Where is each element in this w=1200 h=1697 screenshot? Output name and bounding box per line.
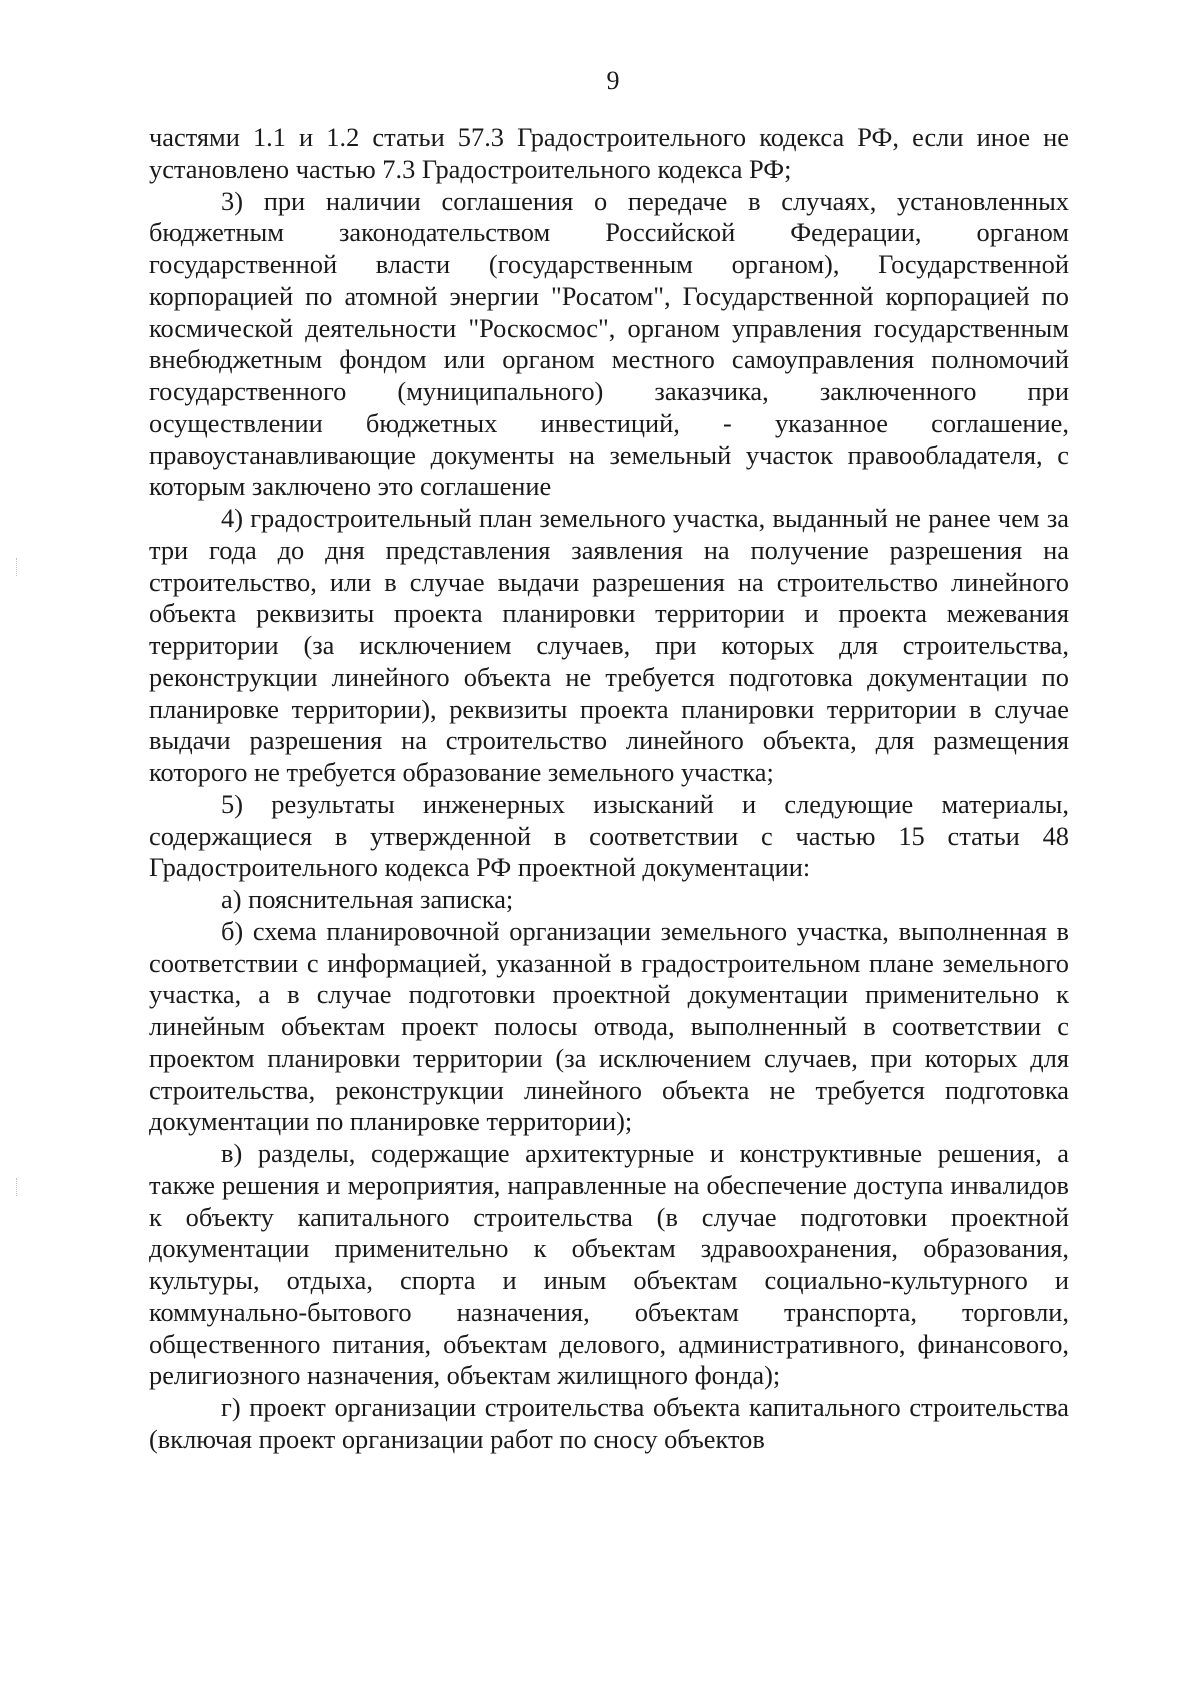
paragraph-subitem-b: б) схема планировочной организации земельного участка, выполненная в соответствии с информацией, указанной в градостроительном плане земельного участка, а в случае подготовки проектной документации применительно к линейным объектам проект полосы отвода, выполненный в соответствии с проектом планировки территории (за исключением случаев, при которых для строительства, реконструкции линейного объекта не требуется подготовка документации по планировке территории); [149, 915, 1069, 1137]
paragraph-subitem-a: а) пояснительная записка; [221, 884, 514, 914]
document-body [149, 122, 1069, 1456]
paragraph-item-4: 4) градостроительный план земельного участка, выданный не ранее чем за три года до дня представления заявления на получение разрешения на строительство, или в случае выдачи разрешения на строительство линейного объекта реквизиты проекта планировки территории и проекта межевания территории (за исключением случаев, при которых для строительства, реконструкции линейного объекта не требуется подготовка документации по планировке территории), реквизиты проекта планировки территории в случае выдачи разрешения на строительство линейного объекта, для размещения которого не требуется образование земельного участка; [149, 503, 1069, 787]
scan-margin-mark [16, 1178, 19, 1196]
paragraph-continuation: частями 1.1 и 1.2 статьи 57.3 Градостроительного кодекса РФ, если иное не установлено частью 7.3 Градостроительного кодекса РФ; [149, 122, 1069, 184]
paragraph-subitem-g: г) проект организации строительства объекта капитального строительства (включая проект организации работ по сносу объектов [149, 1392, 1069, 1454]
paragraph-item-3: 3) при наличии соглашения о передаче в случаях, установленных бюджетным законодательством Российской Федерации, органом государственной власти (государственным органом), Государственной корпорацией по атомной энергии "Росатом", Государственной корпорацией по космической деятельности "Роскосмос", органом управления государственным внебюджетным фондом или органом местного самоуправления полномочий государственного (муниципального) заказчика, заключенного при осуществлении бюджетных инвестиций, - указанное соглашение, правоустанавливающие документы на земельный участок правообладателя, с которым заключено это соглашение [149, 185, 1069, 502]
page-number: 9 [606, 66, 620, 95]
paragraph-item-5: 5) результаты инженерных изысканий и следующие материалы, содержащиеся в утвержденной в соответствии с частью 15 статьи 48 Градостроительного кодекса РФ проектной документации: [149, 788, 1069, 883]
paragraph-subitem-v: в) разделы, содержащие архитектурные и конструктивные решения, а также решения и мероприятия, направленные на обеспечение доступа инвалидов к объекту капитального строительства (в случае подготовки проектной документации применительно к объектам здравоохранения, образования, культуры, отдыха, спорта и иным объектам социально-культурного и коммунально-бытового назначения, объектам транспорта, торговли, общественного питания, объектам делового, административного, финансового, религиозного назначения, объектам жилищного фонда); [149, 1138, 1069, 1391]
scan-margin-mark [16, 558, 19, 576]
